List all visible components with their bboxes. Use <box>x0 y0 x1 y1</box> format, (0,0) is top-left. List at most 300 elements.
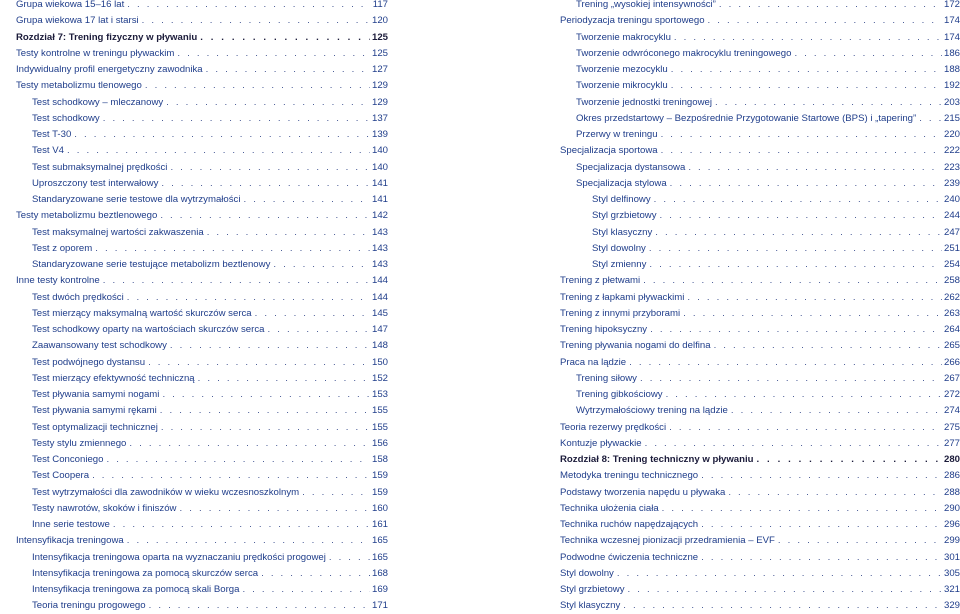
toc-page-number: 159 <box>371 470 388 482</box>
dot-leader <box>129 436 370 452</box>
dot-leader <box>649 241 942 257</box>
toc-page-number: 321 <box>943 584 960 595</box>
toc-page-number: 145 <box>371 307 388 319</box>
toc-page-number: 129 <box>371 96 388 108</box>
toc-entry-title: Tworzenie mezocyklu <box>576 64 668 75</box>
dot-leader <box>103 273 370 289</box>
dot-leader <box>660 208 942 224</box>
toc-page-number: 263 <box>943 307 960 319</box>
toc-entry[interactable] <box>16 46 388 62</box>
toc-entry-title: Styl klasyczny <box>560 600 621 612</box>
toc-entry-title: Wytrzymałościowy trening na lądzie <box>576 405 728 417</box>
toc-page-number: 220 <box>943 129 960 140</box>
toc-entry-title: Praca na lądzie <box>560 356 627 368</box>
toc-entry[interactable] <box>560 208 960 224</box>
toc-entry[interactable] <box>560 322 960 338</box>
toc-entry-title: Test pływania samymi rękami <box>32 405 157 417</box>
toc-entry[interactable] <box>560 127 960 143</box>
dot-leader <box>198 371 370 387</box>
toc-entry[interactable] <box>16 582 388 598</box>
dot-leader <box>687 290 942 306</box>
dot-leader <box>650 322 942 338</box>
toc-entry-title: Trening „wysokiej intensywności” <box>576 0 716 10</box>
toc-page-number: 143 <box>371 259 388 270</box>
toc-entry[interactable] <box>560 192 960 208</box>
dot-leader <box>177 46 370 62</box>
toc-entry[interactable] <box>560 306 960 322</box>
dot-leader <box>142 13 370 29</box>
dot-leader <box>161 420 370 436</box>
toc-page-number: 153 <box>371 389 388 400</box>
toc-entry-title: Test z oporem <box>32 242 93 254</box>
dot-leader <box>145 78 370 94</box>
toc-entry-title: Teoria rezerwy prędkości <box>560 421 667 433</box>
toc-page-number: 139 <box>371 129 388 140</box>
toc-page-number: 159 <box>371 486 388 498</box>
dot-leader <box>778 533 942 549</box>
toc-entry[interactable] <box>560 355 960 371</box>
toc-entry[interactable] <box>560 95 960 111</box>
toc-page-number: 150 <box>371 356 388 368</box>
dot-leader <box>127 0 370 13</box>
toc-page-number: 148 <box>371 340 388 352</box>
dot-leader <box>661 143 942 159</box>
toc-entry[interactable] <box>16 208 388 224</box>
toc-page-number: 140 <box>371 145 388 157</box>
dot-leader <box>674 30 942 46</box>
toc-page-number: 165 <box>371 551 388 563</box>
toc-entry-title: Test mierzący efektywność techniczną <box>32 372 195 384</box>
toc-entry[interactable] <box>560 566 960 582</box>
toc-entry-title: Inne serie testowe <box>32 519 110 530</box>
toc-entry-title: Zaawansowany test schodkowy <box>32 340 167 352</box>
toc-entry-title: Styl grzbietowy <box>560 584 625 595</box>
toc-entry[interactable] <box>16 338 388 354</box>
toc-page-number: 254 <box>943 259 960 270</box>
toc-entry[interactable] <box>16 306 388 322</box>
toc-page-number: 140 <box>371 161 388 173</box>
dot-leader <box>206 62 370 78</box>
toc-page-number: 171 <box>371 600 388 612</box>
toc-entry[interactable] <box>560 387 960 403</box>
toc-entry[interactable] <box>16 176 388 192</box>
toc-entry-title: Podwodne ćwiczenia techniczne <box>560 551 699 563</box>
dot-leader <box>103 111 370 127</box>
toc-entry-title: Technika ruchów napędzających <box>560 519 699 530</box>
toc-entry[interactable] <box>560 403 960 419</box>
toc-page-number: 143 <box>371 242 388 254</box>
toc-entry[interactable] <box>560 290 960 306</box>
dot-leader <box>207 225 370 241</box>
toc-entry-title: Specjalizacja stylowa <box>576 177 667 189</box>
toc-chapter-entry[interactable] <box>560 452 960 468</box>
toc-entry[interactable] <box>16 273 388 289</box>
toc-page-number: 203 <box>943 96 960 108</box>
toc-page-number: 296 <box>943 519 960 530</box>
toc-page-number: 264 <box>943 324 960 335</box>
toc-entry[interactable] <box>16 290 388 306</box>
toc-entry[interactable] <box>560 160 960 176</box>
toc-entry-title: Trening gibkościowy <box>576 389 663 400</box>
toc-page-number: 169 <box>371 584 388 595</box>
dot-leader <box>671 78 942 94</box>
toc-entry[interactable] <box>16 533 388 549</box>
toc-entry-title: Technika wczesnej pionizacji przedramienia – EVF <box>560 535 775 547</box>
dot-leader <box>919 111 942 127</box>
toc-page-number: 192 <box>943 80 960 92</box>
toc-chapter-entry[interactable] <box>16 30 388 46</box>
dot-leader <box>714 338 942 354</box>
toc-entry-title: Rozdział 8: Trening techniczny w pływaniu <box>560 454 754 465</box>
toc-entry[interactable] <box>560 420 960 436</box>
toc-entry-title: Test Conconiego <box>32 454 104 465</box>
toc-page-number: 265 <box>943 340 960 352</box>
toc-entry[interactable] <box>560 501 960 517</box>
toc-entry-title: Trening siłowy <box>576 372 637 384</box>
toc-entry[interactable] <box>16 452 388 468</box>
toc-page-number: 155 <box>371 405 388 417</box>
toc-entry[interactable] <box>560 371 960 387</box>
dot-leader <box>148 355 370 371</box>
toc-entry-title: Trening pływania nogami do delfina <box>560 340 711 352</box>
toc-page-number: 258 <box>943 275 960 287</box>
toc-page-number: 266 <box>943 356 960 368</box>
toc-page-number: 240 <box>943 194 960 205</box>
dot-leader <box>671 62 942 78</box>
dot-leader <box>670 176 942 192</box>
toc-entry-title: Inne testy kontrolne <box>16 275 100 287</box>
toc-page-number: 125 <box>371 47 388 59</box>
toc-page-number: 290 <box>943 502 960 514</box>
toc-entry[interactable] <box>16 127 388 143</box>
toc-page-number: 275 <box>943 421 960 433</box>
toc-entry[interactable] <box>560 598 960 614</box>
toc-entry-title: Kontuzje pływackie <box>560 437 642 449</box>
toc-entry-title: Rozdział 7: Trening fizyczny w pływaniu <box>16 31 198 43</box>
toc-entry[interactable] <box>560 533 960 549</box>
toc-entry[interactable] <box>16 598 388 614</box>
toc-entry-title: Trening hipoksyczny <box>560 324 648 335</box>
toc-entry[interactable] <box>16 517 388 533</box>
dot-leader <box>273 257 370 273</box>
dot-leader <box>645 436 942 452</box>
toc-entry-title: Test optymalizacji technicznej <box>32 421 158 433</box>
dot-leader <box>127 290 370 306</box>
toc-page-number: 188 <box>943 64 960 75</box>
toc-entry[interactable] <box>560 111 960 127</box>
toc-entry-title: Okres przedstartowy – Bezpośrednie Przygotowanie Startowe (BPS) i „tapering” <box>576 112 917 124</box>
toc-page-number: 160 <box>371 502 388 514</box>
dot-leader <box>683 306 942 322</box>
dot-leader <box>666 387 942 403</box>
toc-entry[interactable] <box>560 143 960 159</box>
toc-entry-title: Test schodkowy oparty na wartościach skurczów serca <box>32 324 265 335</box>
toc-entry-title: Indywidualny profil energetyczny zawodnika <box>16 64 203 75</box>
toc-entry-title: Trening z płetwami <box>560 275 641 287</box>
toc-entry-title: Test submaksymalnej prędkości <box>32 161 168 173</box>
toc-entry[interactable] <box>16 225 388 241</box>
toc-page-number: 172 <box>943 0 960 10</box>
toc-page-number: 125 <box>371 31 388 43</box>
dot-leader <box>643 273 942 289</box>
dot-leader <box>628 582 942 598</box>
toc-entry-title: Periodyzacja treningu sportowego <box>560 15 705 27</box>
dot-leader <box>757 452 942 468</box>
toc-entry[interactable] <box>560 550 960 566</box>
dot-leader <box>708 13 942 29</box>
dot-leader <box>242 582 370 598</box>
toc-entry-title: Testy kontrolne w treningu pływackim <box>16 47 175 59</box>
toc-entry[interactable] <box>560 62 960 78</box>
toc-entry[interactable] <box>16 387 388 403</box>
toc-page-number: 223 <box>943 161 960 173</box>
toc-page-number: 247 <box>943 226 960 238</box>
toc-page-number: 215 <box>943 112 960 124</box>
dot-leader <box>244 192 370 208</box>
toc-entry-title: Tworzenie jednostki treningowej <box>576 96 712 108</box>
toc-entry-title: Standaryzowane serie testujące metabolizm beztlenowy <box>32 259 271 270</box>
toc-entry-title: Test mierzący maksymalną wartość skurczów serca <box>32 307 252 319</box>
dot-leader <box>629 355 942 371</box>
dot-leader <box>261 566 370 582</box>
dot-leader <box>160 403 370 419</box>
toc-page-number: 267 <box>943 372 960 384</box>
toc-entry-title: Trening z innymi przyborami <box>560 307 681 319</box>
toc-entry-title: Test podwójnego dystansu <box>32 356 146 368</box>
toc-entry[interactable] <box>560 468 960 484</box>
dot-leader <box>728 485 942 501</box>
toc-entry-title: Tworzenie mikrocyklu <box>576 80 668 92</box>
toc-entry[interactable] <box>16 241 388 257</box>
dot-leader <box>661 127 942 143</box>
toc-entry-title: Uproszczony test interwałowy <box>32 177 159 189</box>
toc-entry-title: Grupa wiekowa 17 lat i starsi <box>16 15 139 27</box>
toc-entry-title: Styl dowolny <box>592 242 646 254</box>
toc-page-number: 272 <box>943 389 960 400</box>
toc-entry-title: Metodyka treningu technicznego <box>560 470 699 482</box>
dot-leader <box>794 46 942 62</box>
toc-entry-title: Test Coopera <box>32 470 90 482</box>
toc-entry[interactable] <box>560 13 960 29</box>
toc-entry-title: Trening z łapkami pływackimi <box>560 291 685 303</box>
toc-entry-title: Intensyfikacja treningowa za pomocą skurczów serca <box>32 567 259 579</box>
toc-page-number: 288 <box>943 486 960 498</box>
dot-leader <box>170 160 370 176</box>
toc-entry-title: Test maksymalnej wartości zakwaszenia <box>32 226 204 238</box>
toc-entry[interactable] <box>560 436 960 452</box>
toc-page-number: 127 <box>371 64 388 75</box>
toc-entry-title: Styl klasyczny <box>592 226 653 238</box>
dot-leader <box>640 371 942 387</box>
dot-leader <box>701 468 942 484</box>
dot-leader <box>654 192 942 208</box>
toc-page-number: 286 <box>943 470 960 482</box>
dot-leader <box>113 517 370 533</box>
toc-page-number: 141 <box>371 194 388 205</box>
toc-entry-title: Test V4 <box>32 145 64 157</box>
toc-entry-title: Test wytrzymałości dla zawodników w wieku wczesnoszkolnym <box>32 486 300 498</box>
dot-leader <box>662 501 942 517</box>
toc-entry-title: Teoria treningu progowego <box>32 600 146 612</box>
toc-entry[interactable] <box>16 436 388 452</box>
toc-entry[interactable] <box>16 62 388 78</box>
dot-leader <box>95 241 370 257</box>
toc-entry-title: Test schodkowy – mleczanowy <box>32 96 164 108</box>
toc-entry[interactable] <box>16 420 388 436</box>
dot-leader <box>162 387 370 403</box>
toc-page-number: 329 <box>943 600 960 612</box>
toc-entry[interactable] <box>560 241 960 257</box>
toc-entry[interactable] <box>16 550 388 566</box>
toc-entry[interactable] <box>16 95 388 111</box>
dot-leader <box>267 322 370 338</box>
dot-leader <box>701 517 942 533</box>
toc-page-number: 120 <box>371 15 388 27</box>
toc-entry[interactable] <box>16 111 388 127</box>
toc-entry[interactable] <box>16 192 388 208</box>
toc-page-number: 158 <box>371 454 388 465</box>
toc-entry[interactable] <box>560 225 960 241</box>
dot-leader <box>617 566 942 582</box>
toc-page-number: 262 <box>943 291 960 303</box>
toc-entry-title: Testy stylu zmiennego <box>32 437 127 449</box>
dot-leader <box>149 598 370 614</box>
toc-entry-title: Styl zmienny <box>592 259 647 270</box>
toc-page-number: 305 <box>943 567 960 579</box>
toc-entry[interactable] <box>560 30 960 46</box>
toc-entry-title: Grupa wiekowa 15–16 lat <box>16 0 125 10</box>
toc-entry[interactable] <box>16 485 388 501</box>
toc-entry-title: Styl dowolny <box>560 567 614 579</box>
toc-page-number: 117 <box>372 0 388 10</box>
toc-entry-title: Przerwy w treningu <box>576 129 658 140</box>
toc-entry[interactable] <box>560 517 960 533</box>
toc-entry[interactable] <box>560 78 960 94</box>
toc-page-number: 156 <box>371 437 388 449</box>
dot-leader <box>715 95 942 111</box>
toc-entry[interactable] <box>16 322 388 338</box>
toc-entry[interactable] <box>16 468 388 484</box>
toc-entry[interactable] <box>16 13 388 29</box>
toc-entry[interactable] <box>560 485 960 501</box>
toc-entry-title: Test T-30 <box>32 129 72 140</box>
toc-entry[interactable] <box>560 273 960 289</box>
dot-leader <box>302 485 370 501</box>
dot-leader <box>701 550 942 566</box>
toc-entry-title: Tworzenie makrocyklu <box>576 31 671 43</box>
dot-leader <box>719 0 942 13</box>
toc-entry[interactable] <box>560 176 960 192</box>
toc-page-number: 147 <box>371 324 388 335</box>
toc-page-number: 143 <box>371 226 388 238</box>
toc-page-number: 144 <box>371 291 388 303</box>
toc-page-number: 144 <box>371 275 388 287</box>
toc-page-number: 142 <box>371 210 388 222</box>
dot-leader <box>255 306 370 322</box>
toc-entry-title: Test schodkowy <box>32 112 100 124</box>
toc-page-number: 137 <box>371 112 388 124</box>
toc-page-number: 165 <box>371 535 388 547</box>
toc-entry-title: Intensyfikacja treningowa za pomocą skali Borga <box>32 584 240 595</box>
dot-leader <box>655 225 942 241</box>
toc-page-number: 168 <box>371 567 388 579</box>
toc-entry-title: Standaryzowane serie testowe dla wytrzymałości <box>32 194 241 205</box>
toc-page-number: 155 <box>371 421 388 433</box>
toc-page-number: 161 <box>371 519 388 530</box>
toc-page-number: 299 <box>943 535 960 547</box>
toc-entry-title: Testy metabolizmu tlenowego <box>16 80 142 92</box>
toc-entry-title: Testy nawrotów, skoków i finiszów <box>32 502 177 514</box>
dot-leader <box>67 143 370 159</box>
dot-leader <box>166 95 370 111</box>
toc-page-number: 141 <box>371 177 388 189</box>
toc-page-number: 239 <box>943 177 960 189</box>
toc-entry[interactable] <box>560 582 960 598</box>
toc-entry-title: Technika ułożenia ciała <box>560 502 659 514</box>
toc-page-number: 301 <box>943 551 960 563</box>
dot-leader <box>649 257 942 273</box>
toc-entry[interactable] <box>16 501 388 517</box>
toc-entry-title: Styl grzbietowy <box>592 210 657 222</box>
toc-entry-title: Specjalizacja dystansowa <box>576 161 686 173</box>
toc-entry[interactable] <box>16 143 388 159</box>
dot-leader <box>92 468 370 484</box>
toc-page-number: 251 <box>943 242 960 254</box>
toc-page-number: 244 <box>943 210 960 222</box>
dot-leader <box>200 30 370 46</box>
toc-entry-title: Test pływania samymi nogami <box>32 389 160 400</box>
dot-leader <box>731 403 942 419</box>
toc-entry[interactable] <box>560 257 960 273</box>
dot-leader <box>329 550 370 566</box>
toc-page-number: 277 <box>943 437 960 449</box>
dot-leader <box>180 501 370 517</box>
toc-page-number: 274 <box>943 405 960 417</box>
dot-leader <box>74 127 370 143</box>
toc-entry[interactable] <box>16 78 388 94</box>
dot-leader <box>669 420 942 436</box>
toc-entry-title: Podstawy tworzenia napędu u pływaka <box>560 486 726 498</box>
toc-page-number: 174 <box>943 15 960 27</box>
toc-entry[interactable] <box>560 0 960 13</box>
dot-leader <box>106 452 370 468</box>
toc-entry[interactable] <box>16 257 388 273</box>
toc-page-number: 222 <box>943 145 960 157</box>
toc-entry-title: Intensyfikacja treningowa oparta na wyznaczaniu prędkości progowej <box>32 551 326 563</box>
toc-entry-title: Intensyfikacja treningowa <box>16 535 124 547</box>
dot-leader <box>623 598 942 614</box>
toc-entry[interactable] <box>16 566 388 582</box>
toc-entry[interactable] <box>560 46 960 62</box>
dot-leader <box>170 338 370 354</box>
toc-page-number: 280 <box>943 454 960 465</box>
dot-leader <box>127 533 370 549</box>
dot-leader <box>161 176 370 192</box>
toc-entry[interactable] <box>560 338 960 354</box>
toc-entry[interactable] <box>16 371 388 387</box>
dot-leader <box>160 208 370 224</box>
dot-leader <box>688 160 942 176</box>
toc-entry[interactable] <box>16 403 388 419</box>
toc-entry-title: Testy metabolizmu beztlenowego <box>16 210 158 222</box>
toc-entry[interactable] <box>16 160 388 176</box>
toc-page-number: 174 <box>943 31 960 43</box>
toc-entry-title: Tworzenie odwróconego makrocyklu treningowego <box>576 47 792 59</box>
toc-page-number: 152 <box>371 372 388 384</box>
toc-page-number: 186 <box>943 47 960 59</box>
toc-entry[interactable] <box>16 0 388 13</box>
toc-entry[interactable] <box>16 355 388 371</box>
